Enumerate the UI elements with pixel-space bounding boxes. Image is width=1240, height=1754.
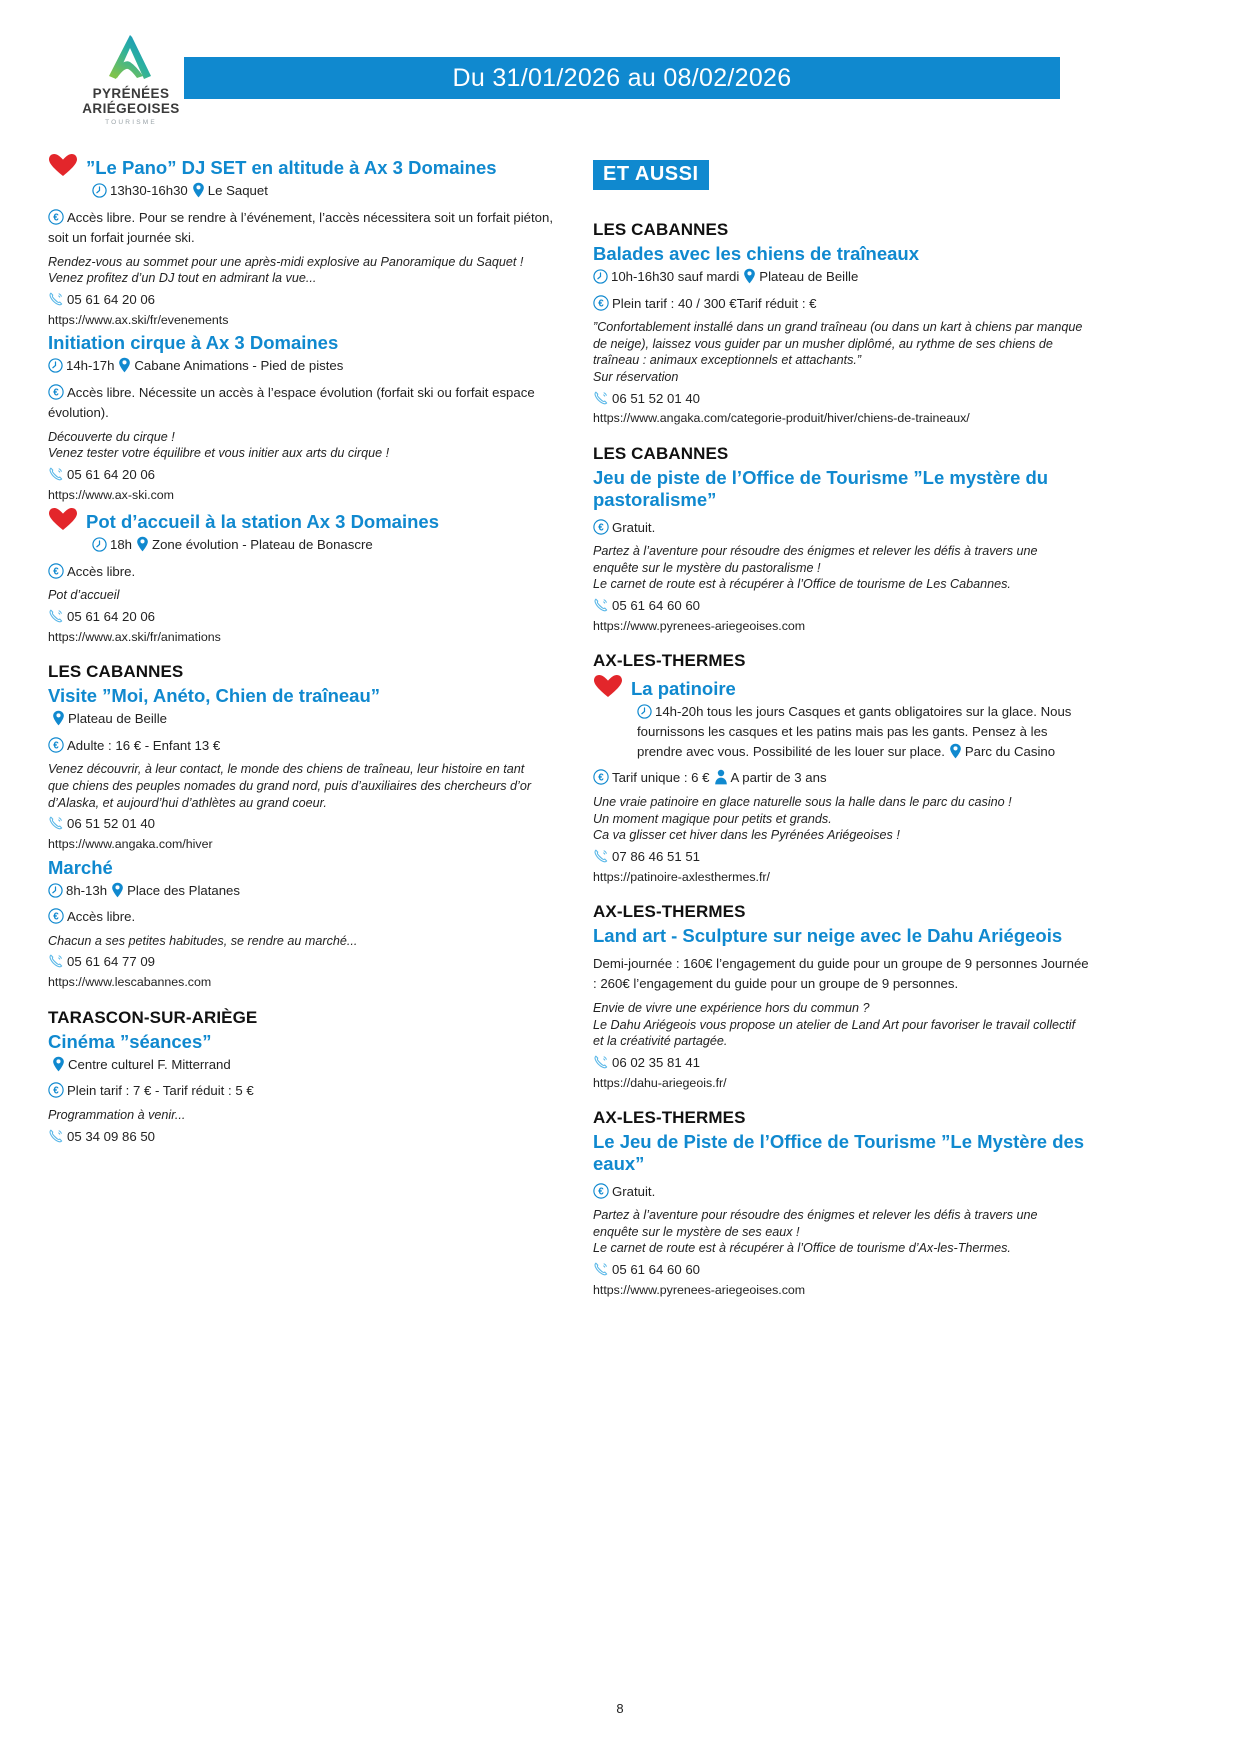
location-pin-icon	[136, 536, 149, 552]
event-url[interactable]: https://www.angaka.com/hiver	[48, 837, 213, 852]
page-number: 8	[616, 1701, 624, 1716]
svg-text:€: €	[53, 911, 59, 923]
phone-icon	[48, 815, 64, 831]
event-description: Envie de vivre une expérience hors du commun ? Le Dahu Ariégeois vous propose un atelier de Land Art pour favoriser le travail collectif et la créativité partagée.	[593, 1000, 1076, 1049]
event-schedule-location	[92, 535, 568, 555]
event-price-text: Accès libre.	[67, 909, 136, 925]
event-schedule-location	[48, 1055, 568, 1075]
event-block	[48, 507, 568, 646]
pyrenees-ariegeoises-logo-icon	[99, 32, 163, 84]
event-price-text: Gratuit.	[612, 519, 656, 535]
event-phone[interactable]	[593, 389, 1093, 409]
event-description: Pot d’accueil	[48, 588, 120, 603]
favorite-heart-icon	[593, 674, 623, 698]
event-phone-text: 06 51 52 01 40	[67, 816, 155, 832]
event-phone[interactable]	[48, 1127, 568, 1147]
event-phone-text: 05 61 64 20 06	[67, 291, 155, 307]
event-time: 8h-13h	[66, 882, 108, 898]
event-phone-text: 05 34 09 86 50	[67, 1128, 155, 1144]
location-pin-icon	[118, 357, 131, 373]
event-price-text: Accès libre.	[67, 563, 136, 579]
event-price	[593, 518, 1093, 538]
town-heading: LES CABANNES	[593, 220, 729, 239]
event-title	[593, 674, 1093, 700]
event-phone-text: 05 61 64 60 60	[612, 1262, 700, 1278]
event-title	[48, 332, 568, 354]
event-title-text: Initiation cirque à Ax 3 Domaines	[48, 332, 339, 354]
town-heading: LES CABANNES	[48, 662, 184, 682]
event-schedule-location	[48, 356, 568, 376]
event-title-text: La patinoire	[631, 678, 736, 700]
event-title	[48, 1031, 568, 1053]
event-price-plain	[593, 954, 1093, 995]
event-schedule-location	[48, 709, 568, 729]
event-place: Centre culturel F. Mitterrand	[68, 1056, 231, 1072]
event-title-text: Le Jeu de Piste de l’Office de Tourisme ”Le Mystère des eaux”	[593, 1131, 1085, 1174]
event-url[interactable]: https://dahu-ariegeois.fr/	[593, 1075, 727, 1090]
phone-icon	[593, 848, 609, 864]
event-url[interactable]: https://www.ax-ski.com	[48, 487, 174, 502]
event-phone[interactable]	[48, 465, 568, 485]
event-block	[48, 153, 568, 329]
phone-icon	[593, 1054, 609, 1070]
event-description: Programmation à venir...	[48, 1107, 186, 1122]
event-price	[48, 1081, 568, 1101]
location-pin-icon	[52, 1056, 65, 1072]
event-schedule-location	[637, 702, 1093, 761]
event-price-text: Accès libre. Pour se rendre à l’événement, l’accès nécessitera soit un forfait piéton, soit un forfait journée ski.	[48, 209, 553, 246]
svg-text:€: €	[598, 773, 604, 785]
event-schedule-location	[92, 181, 568, 201]
event-block	[48, 662, 568, 853]
event-price	[593, 1182, 1093, 1202]
event-price-text: Gratuit.	[612, 1183, 656, 1199]
euro-price-icon	[593, 295, 609, 311]
event-phone[interactable]	[48, 814, 568, 834]
phone-icon	[48, 291, 64, 307]
event-title-text: Pot d’accueil à la station Ax 3 Domaines	[86, 511, 439, 533]
event-url[interactable]: https://patinoire-axlesthermes.fr/	[593, 869, 770, 884]
event-phone-text: 05 61 64 20 06	[67, 609, 155, 624]
event-title	[48, 153, 568, 179]
event-url[interactable]: https://www.angaka.com/categorie-produit/hiver/chiens-de-traineaux/	[593, 411, 970, 426]
clock-icon	[48, 358, 63, 373]
event-price	[593, 768, 1093, 788]
event-phone[interactable]	[593, 1053, 1093, 1073]
event-place: Place des Platanes	[127, 882, 240, 898]
event-schedule-location	[593, 267, 1093, 287]
location-pin-icon	[949, 743, 962, 759]
event-price-text: Accès libre. Nécessite un accès à l’espace évolution (forfait ski ou forfait espace évolution).	[48, 384, 535, 421]
event-phone-text: 05 61 64 20 06	[67, 466, 155, 482]
event-block	[593, 1108, 1093, 1299]
right-column	[593, 150, 1093, 1302]
event-title-text: Land art - Sculpture sur neige avec le Dahu Ariégeois	[593, 925, 1063, 947]
favorite-heart-icon	[48, 507, 78, 531]
euro-price-icon	[48, 908, 64, 924]
event-title-text: Balades avec les chiens de traîneaux	[593, 243, 919, 264]
event-description: Venez découvrir, à leur contact, le monde des chiens de traîneau, leur histoire en tant que chiens des peuples nomades du grand nord, puis d’auxiliaires des chercheurs d’or d’Alaska, et aujourd’hui d’athlètes au grand coeur.	[48, 762, 532, 810]
svg-text:€: €	[53, 566, 59, 578]
event-phone[interactable]	[593, 847, 1093, 867]
event-place: Zone évolution - Plateau de Bonascre	[152, 537, 373, 553]
euro-price-icon	[48, 384, 64, 400]
town-heading: AX-LES-THERMES	[593, 902, 746, 922]
event-title	[593, 467, 1093, 511]
clock-icon	[637, 704, 652, 719]
event-price-text: Adulte : 16 € - Enfant 13 €	[67, 738, 221, 754]
event-url[interactable]: https://www.lescabannes.com	[48, 975, 212, 990]
event-phone-text: 06 02 35 81 41	[612, 1054, 700, 1070]
event-price	[48, 208, 568, 249]
age-person-icon	[714, 769, 728, 785]
brand-logo	[78, 32, 184, 126]
event-title-text: Visite ”Moi, Anéto, Chien de traîneau”	[48, 685, 381, 707]
event-place: Parc du Casino	[964, 743, 1056, 759]
event-block	[48, 857, 568, 992]
content-columns	[0, 150, 1240, 1302]
svg-text:€: €	[53, 1085, 59, 1097]
logo-subtitle: TOURISME	[105, 119, 157, 127]
event-place: Plateau de Beille	[759, 268, 859, 284]
phone-icon	[48, 608, 64, 624]
event-phone-text: 05 61 64 60 60	[612, 597, 700, 613]
et-aussi-banner: ET AUSSI	[593, 160, 709, 190]
phone-icon	[593, 390, 609, 406]
location-pin-icon	[743, 268, 756, 284]
event-time: 13h30-16h30	[110, 182, 188, 198]
event-schedule-location	[48, 881, 568, 901]
event-description: Une vraie patinoire en glace naturelle sous la halle dans le parc du casino ! Un moment magique pour petits et grands. Ca va glisser cet hiver dans les Pyrénées Ariégeoises !	[593, 794, 1012, 843]
event-phone[interactable]	[48, 952, 568, 972]
euro-price-icon	[48, 1082, 64, 1098]
town-heading: TARASCON-SUR-ARIÈGE	[48, 1007, 258, 1027]
event-title-text: Jeu de piste de l’Office de Tourisme ”Le mystère du pastoralisme”	[593, 466, 1049, 510]
euro-price-icon	[593, 769, 609, 785]
event-description: ”Confortablement installé dans un grand traîneau (ou dans un kart à chiens par manque de neige), laissez vous guider par un musher diplômé, au rythme de ses chiens de traîneau : animaux exceptionnels et attachants.” Sur réservation	[593, 320, 1083, 384]
svg-text:€: €	[598, 522, 604, 534]
logo-name-line2: ARIÉGEOISES	[82, 100, 180, 116]
event-time: 14h-17h	[66, 357, 115, 373]
event-phone[interactable]	[48, 290, 568, 310]
event-price-plain-text: Demi-journée : 160€ l’engagement du guide pour un groupe de 9 personnes Journée : 260€ l’engagement du guide pour un groupe de 9 personnes.	[593, 956, 1089, 992]
event-price	[48, 562, 568, 582]
event-title-text: ”Le Pano” DJ SET en altitude à Ax 3 Domaines	[86, 157, 497, 178]
event-title	[48, 507, 568, 533]
location-pin-icon	[52, 710, 65, 726]
phone-icon	[593, 1261, 609, 1277]
event-block	[593, 651, 1093, 886]
phone-icon	[48, 466, 64, 482]
event-url[interactable]: https://www.pyrenees-ariegeoises.com	[593, 618, 806, 633]
event-phone-text: 05 61 64 77 09	[67, 954, 155, 970]
event-place: Plateau de Beille	[68, 711, 167, 727]
event-description: Partez à l’aventure pour résoudre des énigmes et relever les défis à travers une enquête sur le mystère de ses eaux ! Le carnet de route est à récupérer à l’Office de tourisme d’Ax-les-Thermes.	[593, 1208, 1038, 1256]
event-price	[48, 383, 568, 424]
euro-price-icon	[48, 737, 64, 753]
event-title	[593, 243, 1093, 265]
event-block	[48, 332, 568, 504]
phone-icon	[48, 1128, 64, 1144]
event-time: 14h-20h tous les jours Casques et gants obligatoires sur la glace. Nous fournissons les casques et les patins mais pas les gants. Pensez à les prendre avec vous. Possibilité de les louer sur place.	[637, 704, 1072, 759]
event-url[interactable]: https://www.pyrenees-ariegeoises.com	[593, 1282, 806, 1297]
page-header	[0, 0, 1240, 127]
event-phone-text: 06 51 52 01 40	[612, 390, 700, 406]
left-column	[48, 150, 568, 1302]
event-place: Le Saquet	[207, 182, 268, 198]
event-title	[593, 1131, 1093, 1175]
event-title-text: Cinéma ”séances”	[48, 1030, 212, 1052]
favorite-heart-icon	[48, 153, 78, 177]
event-phone[interactable]	[593, 596, 1093, 616]
location-pin-icon	[192, 182, 205, 198]
event-price-text: Plein tarif : 40 / 300 €Tarif réduit : €	[612, 295, 817, 311]
event-url[interactable]: https://www.ax.ski/fr/evenements	[48, 312, 229, 327]
event-phone[interactable]	[48, 607, 568, 627]
clock-icon	[48, 883, 63, 898]
town-heading: AX-LES-THERMES	[593, 651, 746, 671]
event-description: Partez à l’aventure pour résoudre des énigmes et relever les défis à travers une enquête sur le mystère du pastoralisme ! Le carnet de route est à récupérer à l’Office de tourisme de Les Cabannes.	[593, 544, 1038, 592]
date-range-banner: Du 31/01/2026 au 08/02/2026	[184, 57, 1060, 99]
event-title	[593, 925, 1093, 947]
event-title	[48, 685, 568, 707]
euro-price-icon	[593, 519, 609, 535]
event-price-text: Plein tarif : 7 € - Tarif réduit : 5 €	[67, 1083, 254, 1099]
location-pin-icon	[111, 882, 124, 898]
event-price-text: Tarif unique : 6 €	[612, 770, 710, 786]
svg-text:€: €	[53, 387, 59, 399]
event-url[interactable]: https://www.ax.ski/fr/animations	[48, 629, 221, 644]
event-description: Chacun a ses petites habitudes, se rendre au marché...	[48, 933, 358, 948]
event-time: 18h	[110, 537, 133, 553]
event-price	[593, 294, 1093, 314]
event-phone[interactable]	[593, 1260, 1093, 1280]
svg-text:€: €	[53, 740, 59, 752]
event-place: Cabane Animations - Pied de pistes	[134, 357, 344, 373]
clock-icon	[593, 269, 608, 284]
phone-icon	[593, 597, 609, 613]
event-description: Découverte du cirque ! Venez tester votre équilibre et vous initier aux arts du cirque !	[48, 429, 390, 461]
clock-icon	[92, 537, 107, 552]
euro-price-icon	[48, 209, 64, 225]
event-price	[48, 907, 568, 927]
event-block	[593, 902, 1093, 1092]
event-phone-text: 07 86 46 51 51	[612, 848, 700, 864]
event-description: Rendez-vous au sommet pour une après-midi explosive au Panoramique du Saquet ! Venez profitez d’un DJ tout en admirant la vue...	[48, 254, 524, 286]
event-age: A partir de 3 ans	[730, 770, 827, 786]
svg-text:€: €	[598, 1186, 604, 1198]
svg-text:€: €	[53, 212, 59, 224]
svg-text:€: €	[598, 298, 604, 310]
logo-name-line1: PYRÉNÉES	[92, 86, 170, 101]
town-heading: LES CABANNES	[593, 443, 729, 463]
clock-icon	[92, 183, 107, 198]
event-block	[593, 444, 1093, 635]
town-heading: AX-LES-THERMES	[593, 1108, 746, 1128]
euro-price-icon	[593, 1183, 609, 1199]
event-block	[593, 220, 1093, 428]
event-title-text: Marché	[48, 856, 113, 878]
event-title	[48, 857, 568, 879]
phone-icon	[48, 953, 64, 969]
event-price	[48, 736, 568, 756]
euro-price-icon	[48, 563, 64, 579]
event-time: 10h-16h30 sauf mardi	[611, 268, 740, 284]
event-block	[48, 1008, 568, 1146]
